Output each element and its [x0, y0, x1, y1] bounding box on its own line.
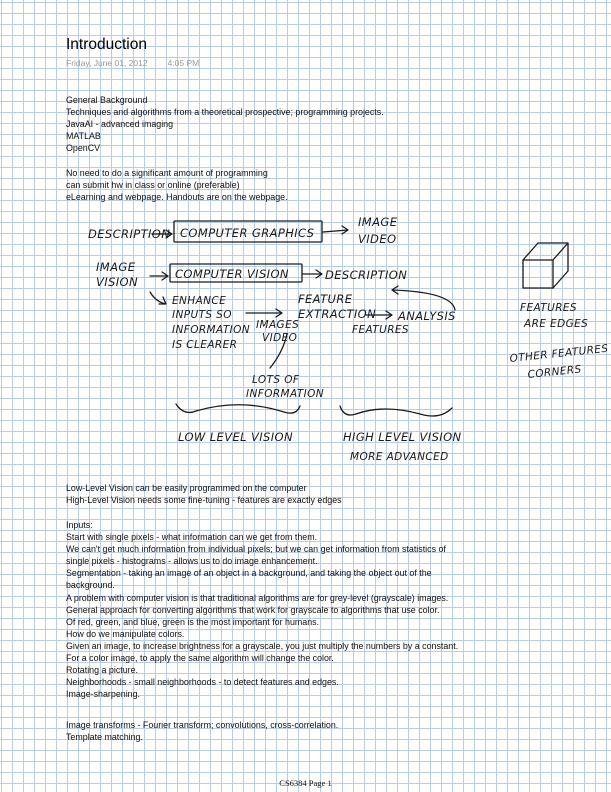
- hw-image-out: IMAGE: [358, 215, 398, 229]
- note-line: Rotating a picture.: [66, 665, 139, 676]
- note-line: Image-sharpening.: [66, 689, 141, 700]
- note-line: No need to do a significant amount of programming: [66, 168, 268, 178]
- note-line: Low-Level Vision can be easily programmed on the computer: [66, 483, 307, 493]
- note-line: Template matching.: [66, 732, 143, 743]
- hw-extraction: EXTRACTION: [298, 307, 377, 321]
- arrow-icon: [303, 270, 322, 278]
- hw-analysis: ANALYSIS: [398, 309, 456, 323]
- hw-computer-vision: COMPUTER VISION: [175, 267, 289, 281]
- hw-enhance-2: INPUTS SO: [172, 309, 232, 321]
- high-level-brace: [340, 406, 452, 416]
- hw-description-left: DESCRIPTION: [88, 227, 171, 241]
- note-line: eLearning and webpage. Handouts are on the webpage.: [66, 192, 288, 203]
- note-line: How do we manipulate colors.: [66, 628, 185, 639]
- hw-enhance-3: INFORMATION: [172, 324, 251, 336]
- page-time: 4:05 PM: [167, 58, 200, 68]
- note-line: Given an image, to increase brightness for a grayscale, you just multiply the numbers by a constant.: [66, 640, 459, 651]
- hw-images: IMAGES: [256, 319, 300, 331]
- note-line: Image transforms - Fourier transform; convolutions, cross-correlation.: [66, 720, 339, 730]
- note-line: OpenCV: [66, 143, 101, 154]
- note-line: For a color image, to apply the same algorithm will change the color.: [66, 653, 334, 664]
- page-title: Introduction: [66, 36, 147, 53]
- arrow-icon: [150, 292, 166, 304]
- page-date: Friday, June 01, 2012: [66, 58, 148, 68]
- hw-more-advanced: MORE ADVANCED: [350, 451, 449, 463]
- note-line: Of red, green, and blue, green is the most important for humans.: [66, 616, 320, 627]
- arrow-icon: [150, 272, 168, 280]
- hw-other-features: OTHER FEATURES: [509, 342, 610, 365]
- arrow-icon: [392, 286, 455, 310]
- hw-corners: CORNERS: [527, 363, 583, 381]
- note-line: General approach for converting algorithms that work for grayscale to algorithms that use color.: [66, 604, 440, 615]
- note-line: General Background: [66, 95, 148, 105]
- note-line: High-Level Vision needs some fine-tuning - features are exactly edges: [66, 495, 342, 506]
- hw-video: VIDEO: [262, 332, 298, 344]
- hw-video-out: VIDEO: [358, 232, 397, 246]
- transforms-notes-block: [66, 719, 338, 743]
- inputs-notes-block: [66, 519, 458, 700]
- note-line: Segmentation - taking an image of an object in a background, and taking the object out of the: [66, 568, 432, 579]
- cube-icon: [523, 243, 568, 288]
- hw-description-right: DESCRIPTION: [325, 268, 408, 282]
- hw-image-in: IMAGE: [96, 260, 136, 274]
- hw-features: FEATURES: [352, 324, 409, 336]
- note-line: Neighborhoods - small neighborhoods - to detect features and edges.: [66, 677, 339, 688]
- hw-computer-graphics: COMPUTER GRAPHICS: [180, 226, 315, 240]
- note-line: background.: [66, 580, 115, 591]
- note-line: Inputs:: [66, 520, 93, 530]
- hw-vision-in: VISION: [96, 275, 139, 289]
- hw-feature: FEATURE: [298, 292, 353, 306]
- note-line: JavaAI - advanced imaging: [66, 119, 174, 130]
- note-line: single pixels - histograms - allows us to do image enhancement.: [66, 556, 318, 567]
- hw-high-level-vision: HIGH LEVEL VISION: [343, 430, 462, 444]
- hw-low-level-vision: LOW LEVEL VISION: [178, 430, 294, 444]
- note-line: MATLAB: [66, 131, 101, 142]
- hw-lots-of: LOTS OF: [252, 374, 300, 386]
- vision-notes-block: [66, 482, 342, 506]
- low-level-brace: [176, 404, 300, 413]
- hw-information: INFORMATION: [246, 388, 325, 400]
- arrow-icon: [323, 226, 348, 234]
- note-line: Start with single pixels - what information can we get from them.: [66, 532, 318, 543]
- hw-enhance-4: IS CLEARER: [172, 339, 238, 351]
- hw-features-edges-1: FEATURES: [520, 302, 577, 314]
- hw-enhance-1: ENHANCE: [172, 295, 227, 307]
- note-line: can submit hw in class or online (preferable): [66, 180, 240, 191]
- note-line: Techniques and algorithms from a theoretical prospective; programming projects.: [66, 107, 384, 118]
- hw-features-edges-2: ARE EDGES: [524, 318, 589, 330]
- arrow-icon: [246, 309, 282, 317]
- note-line: A problem with computer vision is that traditional algorithms are for grey-level (grayscale) images.: [66, 592, 449, 603]
- note-line: We can't get much information from individual pixels; but we can get information from statistics of: [66, 544, 446, 555]
- page-footer: CS6384 Page 1: [279, 778, 332, 788]
